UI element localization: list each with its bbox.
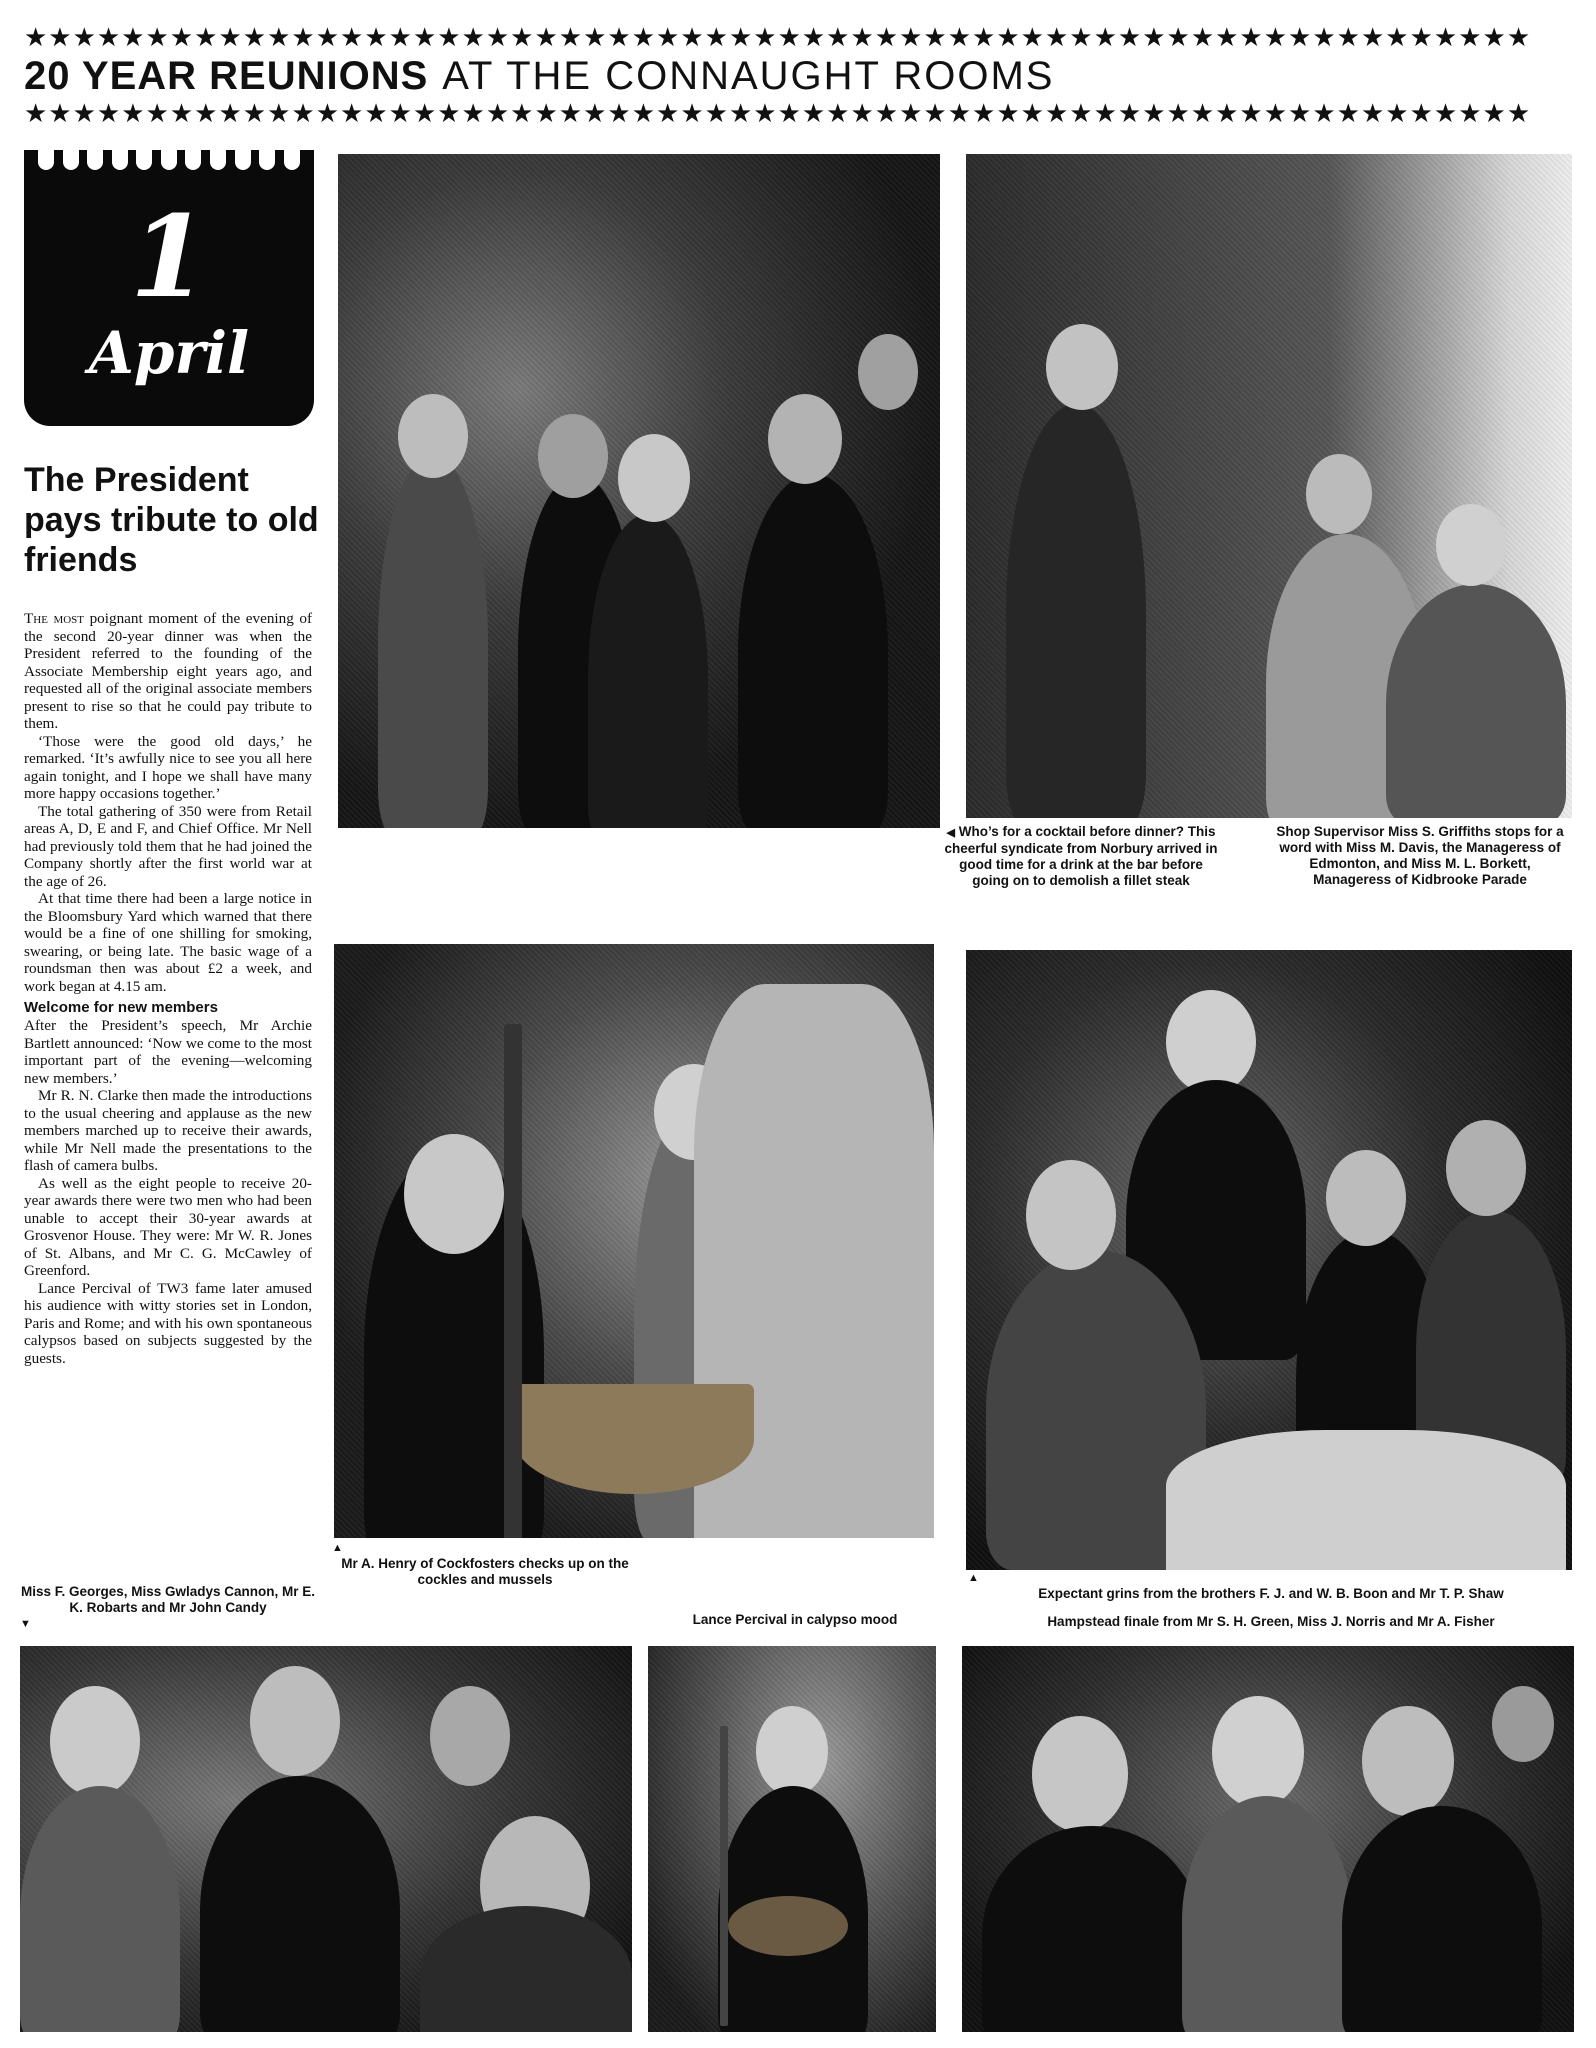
- article-paragraph: As well as the eight people to receive 20-year awards there were two men who had been unable to accept their 30-year awards at Grosvenor House. They were: Mr W. R. Jones of St. Albans, and Mr C. G. McCawley of Greenford.: [24, 1174, 312, 1279]
- article-paragraph: Lance Percival of TW3 fame later amused his audience with witty stories set in London, Paris and Rome; and with his own spontaneous calypsos based on subjects suggested by the guests.: [24, 1279, 312, 1367]
- caption-text: Mr A. Henry of Cockfosters checks up on the cockles and mussels: [341, 1556, 629, 1587]
- lead-in: The most: [24, 610, 85, 627]
- headline-bold: 20 YEAR REUNIONS: [24, 54, 429, 98]
- photo-georges-group: [20, 1646, 632, 2032]
- article-paragraph: The total gathering of 350 were from Retail areas A, D, E and F, and Chief Office. Mr Nell had previously told them that he had joined the Company shortly after the first world war at the age of 26.: [24, 802, 312, 890]
- caption-georges: [20, 1584, 316, 1632]
- paragraph-text: poignant moment of the evening of the second 20-year dinner was when the President referred to the founding of the Associate Membership eight years ago, and requested all of the original associate members present to rise so that he could pay tribute to them.: [24, 610, 313, 732]
- left-arrow-icon: ◀: [946, 827, 955, 839]
- article-paragraph: Mr R. N. Clarke then made the introductions to the usual cheering and applause as the new members marched up to receive their awards, while Mr Nell made the presentations to the flash of camera bulbs.: [24, 1087, 312, 1174]
- caption-griffiths: Shop Supervisor Miss S. Griffiths stops for a word with Miss M. Davis, the Manageress of Edmonton, and Miss M. L. Borkett, Manageress of Kidbrooke Parade: [1276, 824, 1564, 887]
- article-paragraph: At that time there had been a large notice in the Bloomsbury Yard which warned that there would be a fine of one shilling for smoking, swearing, or being late. The basic wage of a roundsman then was about £2 a week, and work began at 4.15 am.: [24, 890, 312, 995]
- photo-henry-cockles: [334, 944, 934, 1538]
- article-subhead: Welcome for new members: [24, 999, 218, 1016]
- date-badge: [24, 150, 314, 426]
- photo-griffiths-group: [966, 154, 1572, 818]
- up-arrow-icon: ▲: [968, 1572, 979, 1584]
- photo-norbury-group: [338, 154, 940, 828]
- up-arrow-icon: ▲: [332, 1542, 343, 1554]
- caption-cocktail: [940, 824, 1222, 889]
- article-paragraph: [24, 610, 312, 733]
- headline-light: AT THE CONNAUGHT ROOMS: [442, 54, 1055, 98]
- photo-hampstead-finale: [962, 1646, 1574, 2032]
- caption-henry: [332, 1540, 638, 1588]
- date-month: April: [88, 319, 250, 387]
- star-border-top: ★★★★★★★★★★★★★★★★★★★★★★★★★★★★★★★★★★★★★★★★★★★★★★★★★★★★★★★★★★★★★★: [24, 24, 1532, 52]
- photo-boon-brothers: [966, 950, 1572, 1570]
- caption-text: Miss F. Georges, Miss Gwladys Cannon, Mr E. K. Robarts and Mr John Candy: [20, 1584, 316, 1615]
- caption-percival: Lance Percival in calypso mood: [692, 1612, 898, 1627]
- photo-lance-percival: [648, 1646, 936, 2032]
- article-paragraph: After the President’s speech, Mr Archie Bartlett announced: ‘Now we come to the most important part of the evening—welcoming new members.’: [24, 1017, 312, 1087]
- page-headline: [24, 52, 1054, 100]
- down-arrow-icon: ▼: [20, 1618, 31, 1630]
- star-border-bottom: ★★★★★★★★★★★★★★★★★★★★★★★★★★★★★★★★★★★★★★★★★★★★★★★★★★★★★★★★★★★★★★: [24, 100, 1532, 128]
- calendar-perforation: [24, 150, 314, 180]
- caption-text: Expectant grins from the brothers F. J. and W. B. Boon and Mr T. P. Shaw: [1038, 1586, 1504, 1601]
- caption-boon: [968, 1570, 1574, 1602]
- caption-hampstead: Hampstead finale from Mr S. H. Green, Miss J. Norris and Mr A. Fisher: [1047, 1614, 1495, 1629]
- article-paragraph: ‘Those were the good old days,’ he remarked. ‘It’s awfully nice to see you all here again tonight, and I hope we shall have many more happy occasions together.’: [24, 732, 312, 802]
- caption-text: Who’s for a cocktail before dinner? This cheerful syndicate from Norbury arrived in good time for a drink at the bar before going on to demolish a fillet steak: [944, 824, 1218, 888]
- date-day: 1: [130, 192, 208, 323]
- article-body: [24, 610, 312, 1367]
- story-headline: The President pays tribute to old friends: [24, 461, 319, 579]
